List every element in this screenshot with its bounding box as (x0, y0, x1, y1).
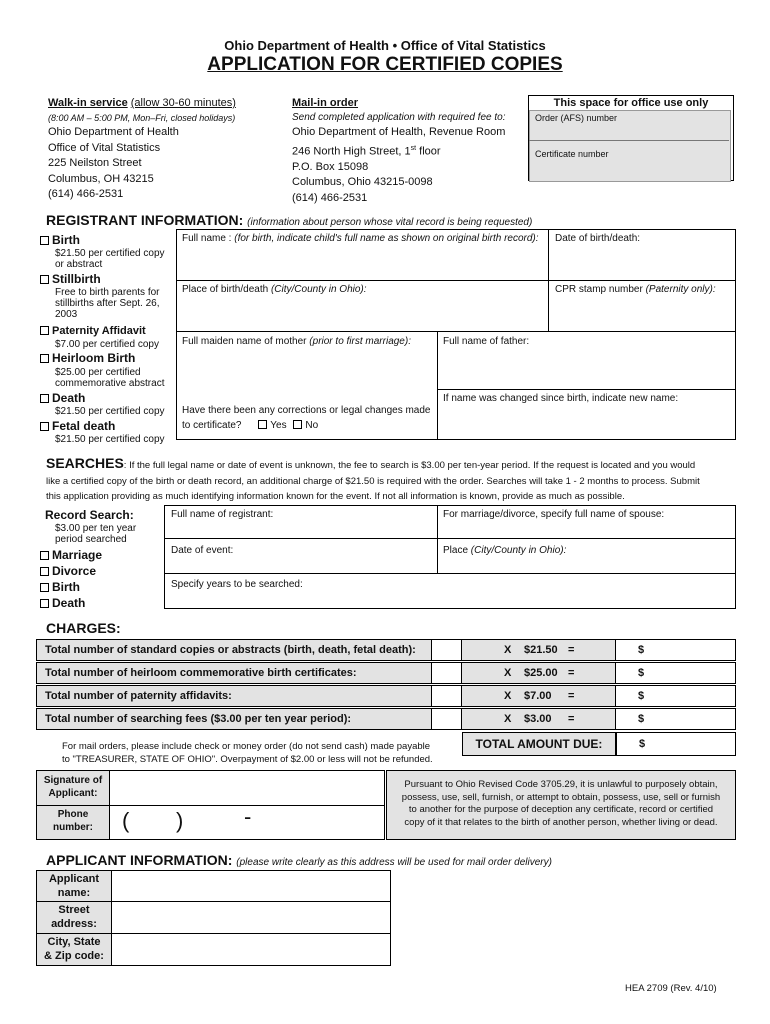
charge-quantity-input[interactable] (432, 685, 462, 707)
option-stillbirth[interactable]: Stillbirth (40, 272, 101, 286)
charge-price: $7.00 (524, 690, 552, 702)
option-fetal-death[interactable]: Fetal death (40, 419, 115, 433)
charge-row-standard: Total number of standard copies or abstracts (birth, death, fetal death): X $21.50 = $ (36, 639, 736, 661)
option-heirloom[interactable]: Heirloom Birth (40, 351, 135, 365)
fetal-death-fee: $21.50 per certified copy (55, 434, 165, 445)
charge-label: Total number of paternity affidavits: (36, 685, 432, 707)
option-death[interactable]: Death (40, 391, 85, 405)
charge-quantity-input[interactable] (432, 639, 462, 661)
checkbox-heirloom[interactable] (40, 354, 49, 363)
birth-fee: $21.50 per certified copy or abstract (55, 248, 165, 270)
office-use-title: This space for office use only (553, 97, 709, 109)
checkbox-birth[interactable] (40, 236, 49, 245)
checkbox-search-death[interactable] (40, 599, 49, 608)
legal-notice: Pursuant to Ohio Revised Code 3705.29, it is unlawful to purposely obtain, possess, use, sell, furnish, or attempt to obtain, possess, use, sell or furnish to another for the purpose of deception any certificate, record or certified copy of it that relates to the birth of another person, whether living or dead. (386, 770, 736, 840)
record-search-title: Record Search: (45, 508, 134, 522)
applicant-name-label: Applicant name: (48, 873, 100, 899)
search-option-birth[interactable]: Birth (40, 580, 80, 594)
charge-amount-input[interactable]: $ (616, 708, 736, 730)
search-option-divorce[interactable]: Divorce (40, 564, 96, 578)
checkbox-stillbirth[interactable] (40, 275, 49, 284)
mother-name-field[interactable]: Full maiden name of mother (prior to first marriage): (182, 336, 411, 347)
option-paternity[interactable]: Paternity Affidavit (40, 324, 146, 338)
checkbox-paternity[interactable] (40, 326, 49, 335)
order-number-label: Order (AFS) number (535, 113, 618, 123)
charge-row-heirloom: Total number of heirloom commemorative birth certificates: X $25.00 = $ (36, 662, 736, 684)
corrections-question: Have there been any corrections or legal changes made (182, 405, 431, 416)
charge-quantity-input[interactable] (432, 662, 462, 684)
form-id: HEA 2709 (Rev. 4/10) (625, 983, 717, 994)
charges-heading: CHARGES: (46, 620, 121, 636)
checkbox-marriage[interactable] (40, 551, 49, 560)
applicant-heading: APPLICANT INFORMATION: (please write clearly as this address will be used for mail order delivery) (46, 852, 552, 868)
charge-amount-input[interactable]: $ (616, 685, 736, 707)
walk-in-title: Walk-in service (allow 30-60 minutes) (48, 97, 236, 109)
cpr-stamp-field[interactable]: CPR stamp number (Paternity only): (555, 284, 716, 295)
street-address-input[interactable] (112, 902, 390, 932)
new-name-field[interactable]: If name was changed since birth, indicate new name: (443, 393, 679, 404)
charge-price: $25.00 (524, 667, 558, 679)
form-title: APPLICATION FOR CERTIFIED COPIES (207, 54, 563, 75)
charge-amount-input[interactable]: $ (616, 639, 736, 661)
charge-row-search: Total number of searching fees ($3.00 per ten year period): X $3.00 = $ (36, 708, 736, 730)
search-years-field[interactable]: Specify years to be searched: (171, 579, 303, 590)
mail-in-instruction: Send completed application with required fee to: (292, 112, 506, 123)
search-spouse-field[interactable]: For marriage/divorce, specify full name of spouse: (443, 509, 665, 520)
phone-field[interactable]: ( ) - (122, 804, 252, 833)
street-address-label: Street address: (51, 904, 97, 930)
charge-price: $21.50 (524, 644, 558, 656)
checkbox-corrections-no[interactable] (293, 420, 302, 429)
mail-in-title: Mail-in order (292, 97, 359, 109)
option-birth[interactable]: Birth (40, 233, 80, 247)
registrant-heading: REGISTRANT INFORMATION: (information about person whose vital record is being requested) (46, 212, 533, 228)
full-name-field[interactable]: Full name : (for birth, indicate child's full name as shown on original birth record): (182, 233, 539, 244)
signature-field[interactable] (110, 771, 384, 804)
signature-label: Signature of Applicant: (43, 775, 103, 799)
charge-label: Total number of heirloom commemorative birth certificates: (36, 662, 432, 684)
phone-label: Phone number: (53, 809, 93, 833)
search-fee: $3.00 per ten year period searched (55, 523, 137, 545)
search-registrant-field[interactable]: Full name of registrant: (171, 509, 274, 520)
date-of-event-field[interactable]: Date of birth/death: (555, 233, 641, 244)
agency-name: Ohio Department of Health • Office of Vital Statistics (224, 38, 546, 53)
city-state-zip-input[interactable] (112, 934, 390, 965)
search-place-field[interactable]: Place (City/County in Ohio): (443, 545, 567, 556)
corrections-answer: to certificate? Yes No (182, 420, 319, 431)
checkbox-search-birth[interactable] (40, 583, 49, 592)
father-name-field[interactable]: Full name of father: (443, 336, 530, 347)
paternity-fee: $7.00 per certified copy (55, 339, 159, 350)
death-fee: $21.50 per certified copy (55, 406, 165, 417)
total-amount-input[interactable]: $ (616, 732, 736, 756)
applicant-name-input[interactable] (112, 871, 390, 900)
checkbox-fetal-death[interactable] (40, 422, 49, 431)
checkbox-divorce[interactable] (40, 567, 49, 576)
charge-label: Total number of searching fees ($3.00 per ten year period): (36, 708, 432, 730)
checkbox-death[interactable] (40, 394, 49, 403)
mail-order-note: For mail orders, please include check or money order (do not send cash) made payable to "TREASURER, STATE OF OHIO". Overpayment of $2.00 or less will not be refunded. (62, 741, 433, 765)
charge-label: Total number of standard copies or abstracts (birth, death, fetal death): (36, 639, 432, 661)
search-option-death[interactable]: Death (40, 596, 85, 610)
searches-text: SEARCHES: If the full legal name or date of event is unknown, the fee to search is $3.00 per ten-year period. If the request is located and you would like a certified copy of the birth or death record, an additional charge of $21.50 is required with the order. Searches will take 1 - 2 months to process. Submit this application providing as much identifying information known for the event. If not all information is known, provide as much as possible. (46, 455, 700, 502)
search-option-marriage[interactable]: Marriage (40, 548, 102, 562)
charge-quantity-input[interactable] (432, 708, 462, 730)
search-date-field[interactable]: Date of event: (171, 545, 234, 556)
charge-price: $3.00 (524, 713, 552, 725)
heirloom-fee: $25.00 per certified commemorative abstract (55, 367, 165, 389)
checkbox-corrections-yes[interactable] (258, 420, 267, 429)
mail-in-address: Ohio Department of Health, Revenue Room 246 North High Street, 1st floor P.O. Box 15098 Columbus, Ohio 43215-0098 (614) 466-2531 (292, 126, 506, 204)
charge-amount-input[interactable]: $ (616, 662, 736, 684)
walk-in-hours: (8:00 AM – 5:00 PM, Mon–Fri, closed holidays) (48, 113, 236, 123)
place-of-event-field[interactable]: Place of birth/death (City/County in Ohio): (182, 284, 367, 295)
city-state-zip-label: City, State & Zip code: (44, 936, 104, 962)
stillbirth-fee: Free to birth parents for stillbirths after Sept. 26, 2003 (55, 287, 160, 320)
charge-row-paternity: Total number of paternity affidavits: X $7.00 = $ (36, 685, 736, 707)
total-label: TOTAL AMOUNT DUE: (462, 732, 616, 756)
certificate-number-label: Certificate number (535, 149, 609, 159)
walk-in-address: Ohio Department of Health Office of Vital Statistics 225 Neilston Street Columbus, OH 43215 (614) 466-2531 (48, 126, 179, 200)
